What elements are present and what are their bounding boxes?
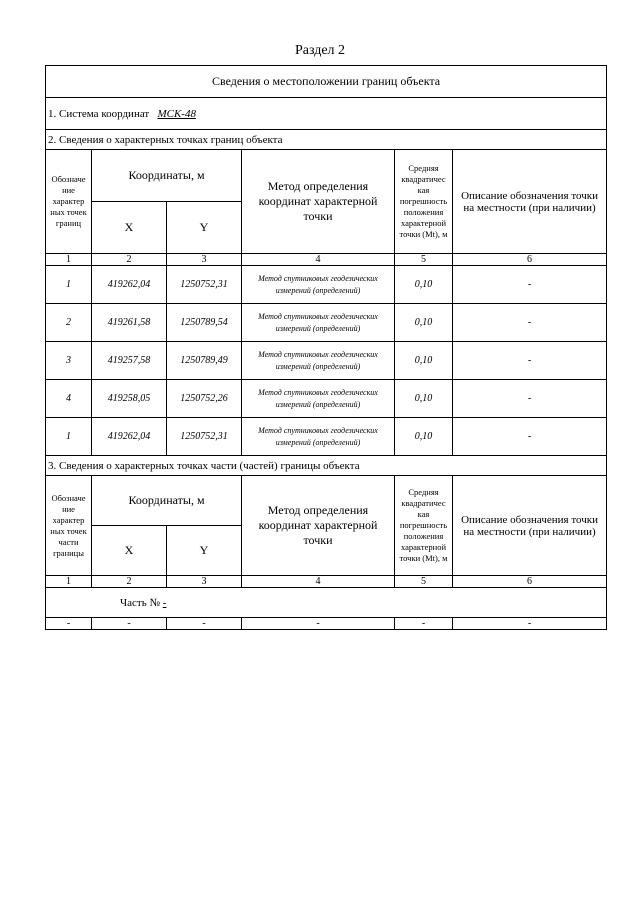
point-x: 419261,58 xyxy=(92,304,167,342)
point-description: - xyxy=(453,380,607,418)
part-cell: - xyxy=(395,618,453,630)
col-number: 4 xyxy=(242,576,395,588)
part-label: Часть № xyxy=(120,596,160,609)
boundary-table xyxy=(45,65,607,630)
header3-method: Метод определения координат характерной точки xyxy=(242,476,395,576)
point-number: 4 xyxy=(46,380,92,418)
col-number: 6 xyxy=(453,576,607,588)
table-row xyxy=(46,618,607,630)
table-row xyxy=(46,342,607,380)
point-description: - xyxy=(453,418,607,456)
header3-x: X xyxy=(92,526,167,576)
point-y: 1250752,26 xyxy=(167,380,242,418)
header3-y: Y xyxy=(167,526,242,576)
point-y: 1250789,54 xyxy=(167,304,242,342)
col-number: 5 xyxy=(395,254,453,266)
coord-system-label: 1. Система координат xyxy=(48,107,150,120)
point-method: Метод спутниковых геодезических измерений (определений) xyxy=(242,418,395,456)
table-row xyxy=(46,304,607,342)
table-row xyxy=(46,418,607,456)
point-y: 1250752,31 xyxy=(167,418,242,456)
point-accuracy: 0,10 xyxy=(395,418,453,456)
col-number: 6 xyxy=(453,254,607,266)
section3-title: 3. Сведения о характерных точках части (частей) границы объекта xyxy=(46,456,607,476)
point-method: Метод спутниковых геодезических измерений (определений) xyxy=(242,342,395,380)
table-title: Сведения о местоположении границ объекта xyxy=(46,66,607,98)
point-x: 419262,04 xyxy=(92,266,167,304)
header3-description: Описание обозначения точки на местности (при наличии) xyxy=(453,476,607,576)
coord-system-value: МСК-48 xyxy=(157,107,196,120)
point-y: 1250752,31 xyxy=(167,266,242,304)
col-number: 2 xyxy=(92,254,167,266)
table-row xyxy=(46,380,607,418)
point-description: - xyxy=(453,304,607,342)
point-method: Метод спутниковых геодезических измерений (определений) xyxy=(242,380,395,418)
point-accuracy: 0,10 xyxy=(395,266,453,304)
point-method: Метод спутниковых геодезических измерений (определений) xyxy=(242,266,395,304)
part-cell: - xyxy=(167,618,242,630)
header3-point-name: Обозначе ние характер ных точек части границы xyxy=(46,476,92,576)
point-accuracy: 0,10 xyxy=(395,380,453,418)
point-number: 1 xyxy=(46,418,92,456)
col-number: 3 xyxy=(167,254,242,266)
header2-coords: Координаты, м xyxy=(92,150,242,202)
header2-method: Метод определения координат характерной точки xyxy=(242,150,395,254)
header2-point-name: Обозначе ние характер ных точек границ xyxy=(46,150,92,254)
col-number: 4 xyxy=(242,254,395,266)
part-value: - xyxy=(162,596,167,609)
header2-y: Y xyxy=(167,202,242,254)
col-number: 5 xyxy=(395,576,453,588)
col-number: 1 xyxy=(46,254,92,266)
point-accuracy: 0,10 xyxy=(395,342,453,380)
point-accuracy: 0,10 xyxy=(395,304,453,342)
header3-coords: Координаты, м xyxy=(92,476,242,526)
point-x: 419258,05 xyxy=(92,380,167,418)
header2-accuracy: Средняя квадратичес кая погрешность положения характерной точки (Mt), м xyxy=(395,150,453,254)
point-x: 419257,58 xyxy=(92,342,167,380)
point-x: 419262,04 xyxy=(92,418,167,456)
table-row xyxy=(46,266,607,304)
section2-title: 2. Сведения о характерных точках границ объекта xyxy=(46,130,607,150)
header3-accuracy: Средняя квадратичес кая погрешность положения характерной точки (Mt), м xyxy=(395,476,453,576)
col-number: 2 xyxy=(92,576,167,588)
point-number: 2 xyxy=(46,304,92,342)
point-description: - xyxy=(453,266,607,304)
part-cell: - xyxy=(242,618,395,630)
part-cell: - xyxy=(92,618,167,630)
col-number: 1 xyxy=(46,576,92,588)
part-cell: - xyxy=(46,618,92,630)
header2-description: Описание обозначения точки на местности (при наличии) xyxy=(453,150,607,254)
header2-x: X xyxy=(92,202,167,254)
point-method: Метод спутниковых геодезических измерений (определений) xyxy=(242,304,395,342)
col-numbers-row xyxy=(46,254,607,266)
point-number: 3 xyxy=(46,342,92,380)
part-cell: - xyxy=(453,618,607,630)
point-description: - xyxy=(453,342,607,380)
point-y: 1250789,49 xyxy=(167,342,242,380)
point-number: 1 xyxy=(46,266,92,304)
part-row xyxy=(46,588,607,618)
col-number: 3 xyxy=(167,576,242,588)
section-title: Раздел 2 xyxy=(294,43,346,58)
coord-system-row xyxy=(46,98,607,130)
col-numbers-row xyxy=(46,576,607,588)
